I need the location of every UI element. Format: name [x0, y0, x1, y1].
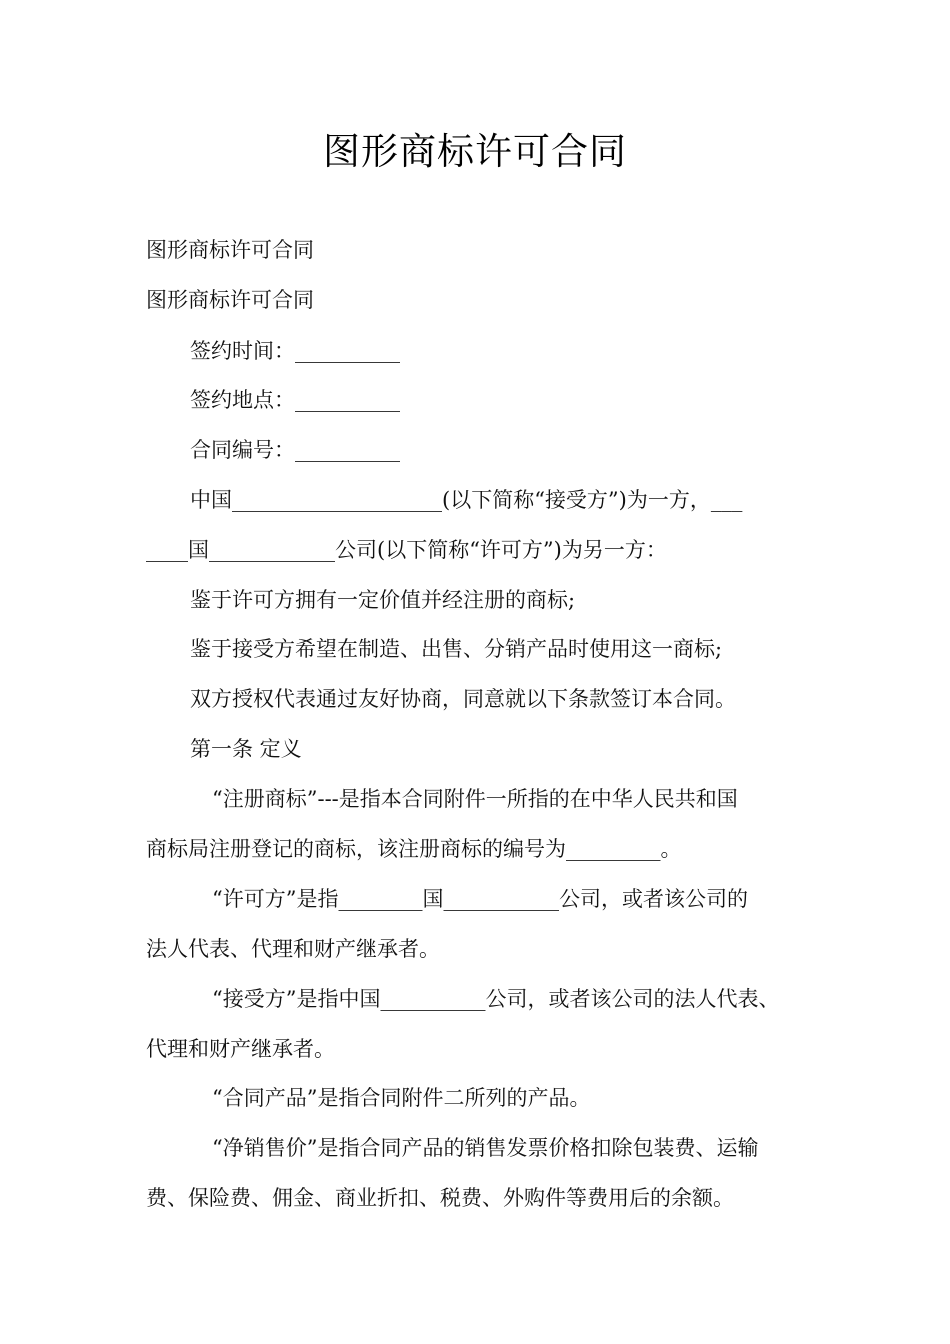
section-heading: 第一条 定义 [190, 737, 302, 761]
paragraph-line: 中国____________________(以下简称“接受方”)为一方，___ [190, 488, 743, 512]
definition-line: 代理和财产继承者。 [146, 1037, 335, 1061]
subtitle-line: 图形商标许可合同 [146, 238, 314, 262]
definition-line: “许可方”是指________国___________公司，或者该公司的 [212, 887, 748, 911]
definition-line: “接受方”是指中国__________公司，或者该公司的法人代表、 [212, 987, 780, 1011]
paragraph-line: 双方授权代表通过友好协商，同意就以下条款签订本合同。 [190, 687, 736, 711]
definition-line: “注册商标”---是指本合同附件一所指的在中华人民共和国 [212, 787, 738, 811]
definition-line: 费、保险费、佣金、商业折扣、税费、外购件等费用后的余额。 [146, 1186, 734, 1210]
definition-line: “合同产品”是指合同附件二所列的产品。 [212, 1086, 591, 1110]
document-title: 图形商标许可合同 [323, 130, 627, 173]
definition-line: 法人代表、代理和财产继承者。 [146, 937, 440, 961]
definition-line: 商标局注册登记的商标，该注册商标的编号为_________。 [146, 837, 682, 861]
subtitle-line: 图形商标许可合同 [146, 288, 314, 312]
paragraph-line: 鉴于许可方拥有一定价值并经注册的商标; [190, 588, 576, 612]
signing-time-line: 签约时间：__________ [190, 339, 400, 363]
paragraph-line: ____国____________公司(以下简称“许可方”)为另一方： [146, 538, 667, 562]
definition-line: “净销售价”是指合同产品的销售发票价格扣除包装费、运输 [212, 1136, 759, 1160]
signing-place-line: 签约地点：__________ [190, 388, 400, 412]
paragraph-line: 鉴于接受方希望在制造、出售、分销产品时使用这一商标; [190, 637, 723, 661]
contract-number-line: 合同编号：__________ [190, 438, 400, 462]
